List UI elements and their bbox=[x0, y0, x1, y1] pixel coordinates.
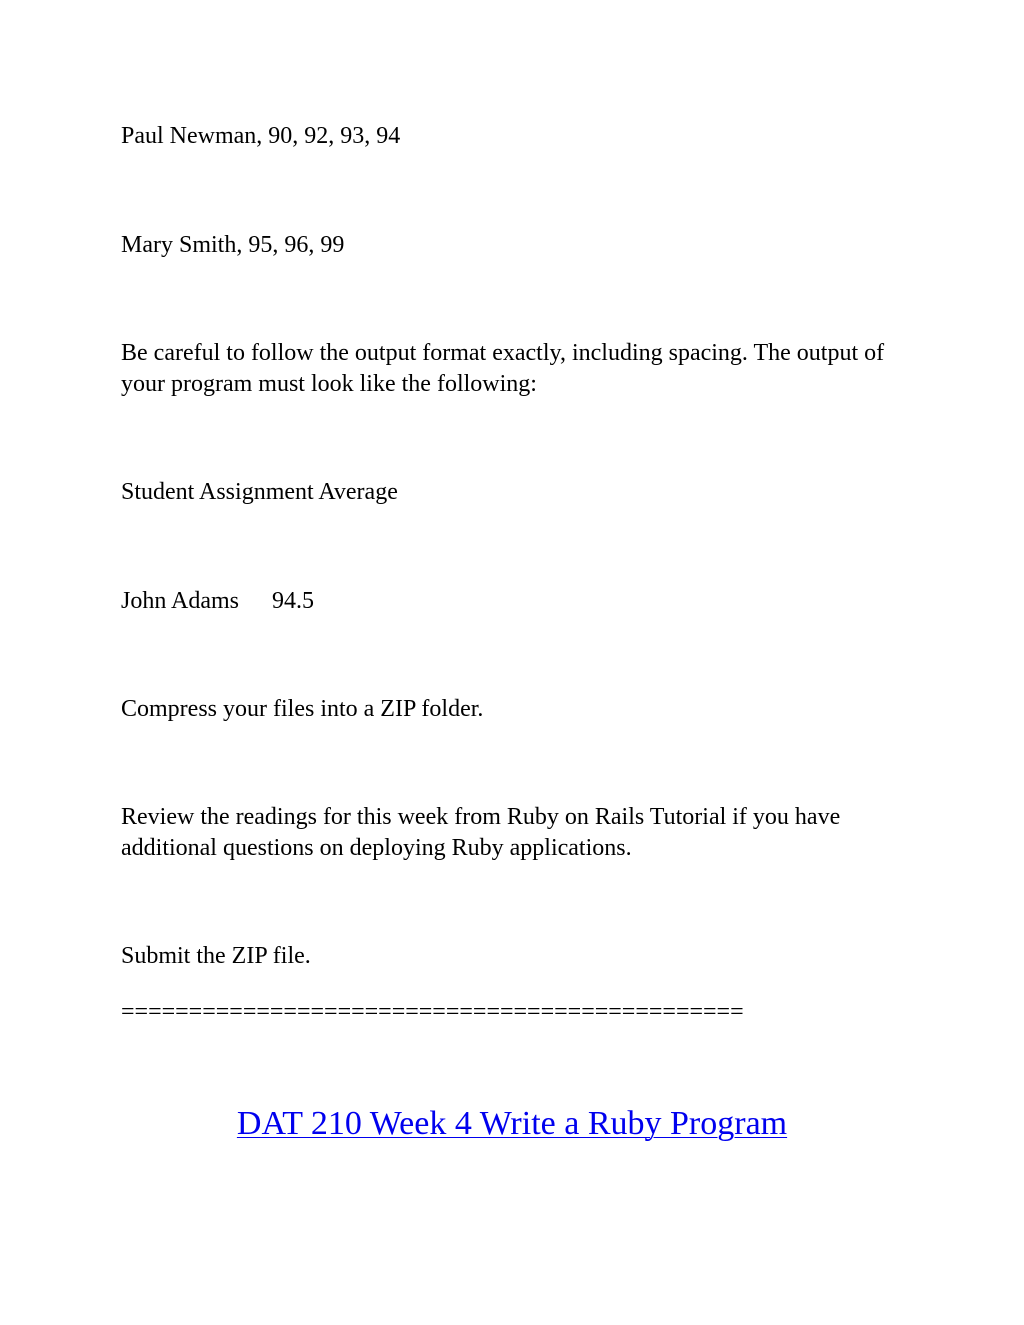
sample-student-name: John Adams bbox=[121, 588, 240, 614]
sample-student-average: 94.5 bbox=[272, 588, 315, 614]
separator-line: ============================================== bbox=[121, 999, 744, 1025]
submit-instruction: Submit the ZIP file. bbox=[121, 943, 311, 969]
course-link[interactable]: DAT 210 Week 4 Write a Ruby Program bbox=[236, 1105, 788, 1142]
format-instruction: Be careful to follow the output format exactly, including spacing. The output of your program must look like the following: bbox=[121, 340, 885, 397]
output-header: Student Assignment Average bbox=[121, 479, 398, 505]
compress-instruction: Compress your files into a ZIP folder. bbox=[121, 696, 484, 722]
student-record-mary: Mary Smith, 95, 96, 99 bbox=[121, 232, 345, 258]
output-sample-row bbox=[121, 586, 314, 617]
link-container bbox=[0, 1104, 1024, 1144]
review-instruction: Review the readings for this week from Ruby on Rails Tutorial if you have additional questions on deploying Ruby applications. bbox=[121, 804, 841, 861]
student-record-paul: Paul Newman, 90, 92, 93, 94 bbox=[121, 123, 401, 149]
